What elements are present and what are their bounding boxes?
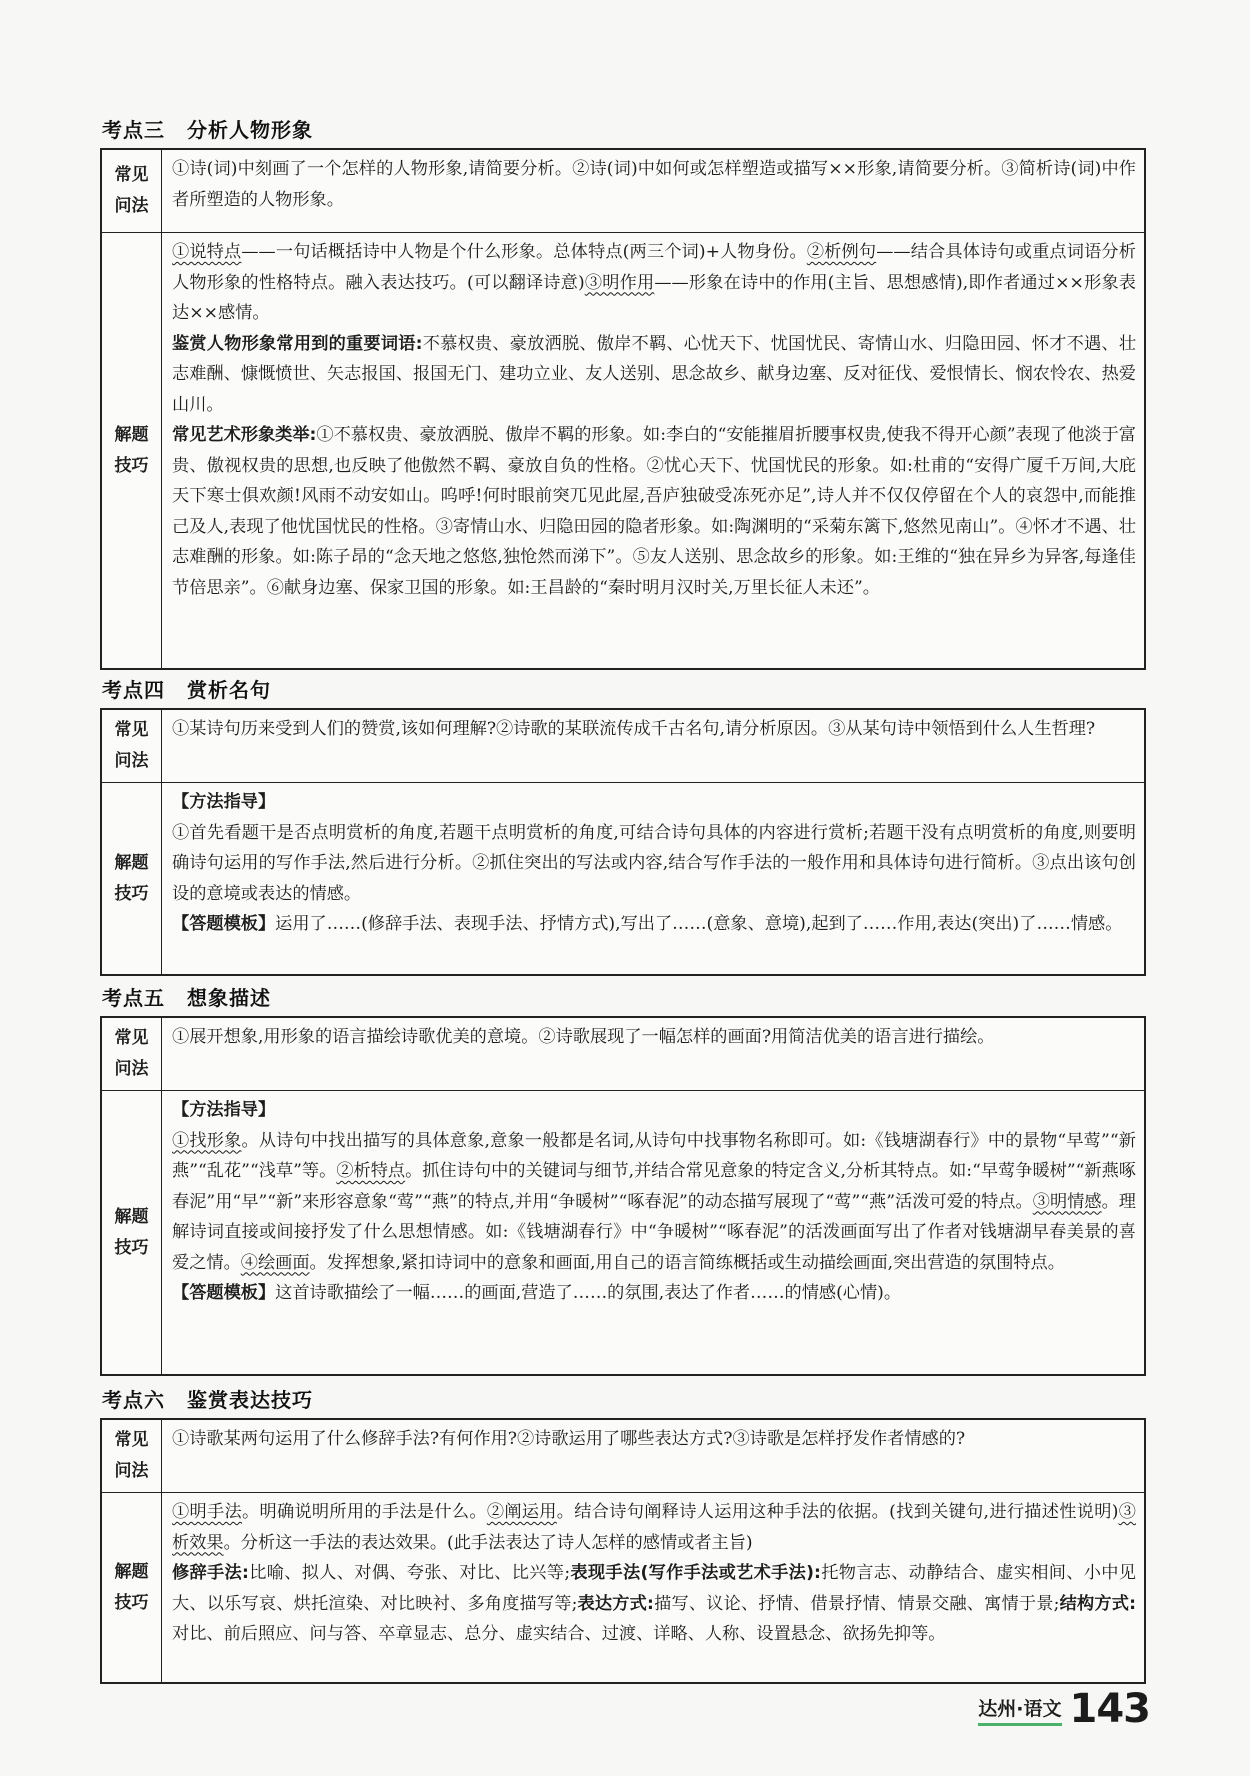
method-draw-picture: ④绘画面 — [240, 1252, 310, 1273]
section-5-title: 想象描述 — [187, 986, 271, 1010]
technique-categories: 修辞手法:比喻、拟人、对偶、夸张、对比、比兴等;表现手法(写作手法或艺术手法):托物言志、动静结合、虚实相间、小中见大、以乐写哀、烘托渲染、对比映衬、多角度描写等;表达方式:描写、议论、抒情、借景抒情、情景交融、寓情于景;结构方式:对比、前后照应、问与答、卒章显志、总分、虚实结合、过渡、详略、人称、设置悬念、欲扬先抑等。 — [172, 1563, 1137, 1644]
section-3-title: 分析人物形象 — [187, 118, 313, 142]
footer-region-subject: 达州·语文 — [978, 1694, 1061, 1726]
section-6-heading — [102, 1384, 313, 1413]
section-3-question-row — [102, 150, 1144, 232]
section-6-question-text: ①诗歌某两句运用了什么修辞手法?有何作用?②诗歌运用了哪些表达方式?③诗歌是怎样抒发作者情感的? — [172, 1429, 966, 1449]
template-text: 运用了……(修辞手法、表现手法、抒情方式),写出了……(意象、意境),起到了……作用,表达(突出)了……情感。 — [275, 914, 1123, 934]
section-4-question-row — [102, 710, 1144, 782]
examples-paragraph: 常见艺术形象类举:①不慕权贵、豪放洒脱、傲岸不羁的形象。如:李白的“安能摧眉折腰事权贵,使我不得开心颜”表现了他淡于富贵、傲视权贵的思想,也反映了他傲然不羁、豪放自负的性格。②忧心天下、忧国忧民的形象。如:杜甫的“安得广厦千万间,大庇天下寒士俱欢颜!风雨不动安如山。呜呼!何时眼前突兀见此屋,吾庐独破受冻死亦足”,诗人并不仅仅停留在个人的哀怨中,而能推己及人,表现了他忧国忧民的性格。③寄情山水、归隐田园的隐者形象。如:陶渊明的“采菊东篱下,悠然见南山”。④怀才不遇、壮志难酬的形象。如:陈子昂的“念天地之悠悠,独怆然而涕下”。⑤友人送别、思念故乡的形象。如:王维的“独在异乡为异客,每逢佳节倍思亲”。⑥献身边塞、保家卫国的形象。如:王昌龄的“秦时明月汉时关,万里长征人未还”。 — [172, 425, 1136, 598]
technique-label: 解题技巧 — [102, 1091, 162, 1374]
section-5-question-text: ①展开想象,用形象的语言描绘诗歌优美的意境。②诗歌展现了一幅怎样的画面?用简洁优美的语言进行描绘。 — [172, 1027, 995, 1047]
method-guide-heading: 【方法指导】 — [172, 792, 276, 812]
section-6-technique-row — [102, 1492, 1144, 1682]
section-3-heading — [102, 114, 313, 143]
method-clarify-emotion: ③明情感 — [1032, 1191, 1102, 1212]
technique-label: 解题技巧 — [102, 1493, 162, 1682]
method-state-function: ③明作用 — [584, 272, 655, 293]
section-3-table — [100, 148, 1146, 670]
section-6-title: 鉴赏表达技巧 — [187, 1388, 313, 1412]
method-guide-text: ①首先看题干是否点明赏析的角度,若题干点明赏析的角度,可结合诗句具体的内容进行赏析;若题干没有点明赏析的角度,则要明确诗句运用的写作手法,然后进行分析。②抓住突出的写法或内容,结合写作手法的一般作用和具体诗句进行简析。③点出该句创设的意境或表达的情感。 — [172, 822, 1136, 904]
section-5-question-row — [102, 1018, 1144, 1090]
section-6-table — [100, 1418, 1146, 1684]
technique-label: 解题技巧 — [102, 783, 162, 974]
section-6-question-row — [102, 1420, 1144, 1492]
section-4-question-text: ①某诗句历来受到人们的赞赏,该如何理解?②诗歌的某联流传成千古名句,请分析原因。③从某句诗中领悟到什么人生哲理? — [172, 719, 1096, 739]
section-4-heading — [102, 674, 271, 703]
method-explain-use: ②阐运用 — [486, 1502, 557, 1522]
template-text: 这首诗歌描绘了一幅……的画面,营造了……的氛围,表达了作者……的情感(心情)。 — [275, 1283, 902, 1303]
method-analyze-example: ②析例句 — [806, 242, 877, 262]
method-state-technique: ①明手法 — [172, 1502, 242, 1522]
question-label: 常见问法 — [102, 150, 162, 232]
key-words-paragraph: 鉴赏人物形象常用到的重要词语:不慕权贵、豪放洒脱、傲岸不羁、心忧天下、忧国忧民、寄情山水、归隐田园、怀才不遇、壮志难酬、慷慨愤世、矢志报国、报国无门、建功立业、友人送别、思念故乡、献身边塞、反对征伐、爱恨情长、悯农怜农、热爱山川。 — [172, 333, 1137, 415]
method-analyze-feature: ②析特点 — [336, 1161, 406, 1181]
question-label: 常见问法 — [102, 710, 162, 782]
section-6-number: 考点六 — [102, 1388, 165, 1412]
page-number: 143 — [1069, 1686, 1150, 1732]
section-4-table — [100, 708, 1146, 976]
section-5-heading — [102, 982, 271, 1011]
template-heading: 【答题模板】 — [172, 914, 276, 934]
section-5-number: 考点五 — [102, 986, 165, 1010]
method-analyze-effect: ③析效果 — [172, 1502, 1136, 1553]
method-say-feature: ①说特点 — [172, 242, 242, 262]
question-label: 常见问法 — [102, 1018, 162, 1090]
section-4-title: 赏析名句 — [187, 678, 271, 702]
section-4-technique-text — [162, 783, 1144, 974]
section-5-table — [100, 1016, 1146, 1376]
section-5-technique-text: 【方法指导】 ①找形象。从诗句中找出描写的具体意象,意象一般都是名词,从诗句中找事物名称即可。如:《钱塘湖春行》中的景物“早莺”“新燕”“乱花”“浅草”等。②析特点。抓住诗句中的关键词与细节,并结合常见意象的特定含义,分析其特点。如:“早莺争暖树”“新燕啄春泥”用“早”“新”来形容意象“莺”“燕”的特点,并用“争暖树”“啄春泥”的动态描写展现了“莺”“燕”活泼可爱的特点。③明情感。理解诗词直接或间接抒发了什么思想情感。如:《钱塘湖春行》中“争暖树”“啄春泥”的活泼画面写出了作者对钱塘湖早春美景的喜爱之情。④绘画面。发挥想象,紧扣诗词中的意象和画面,用自己的语言简练概括或生动描绘画面,突出营造的氛围特点。 【答题模板】这首诗歌描绘了一幅……的画面,营造了……的氛围,表达了作者……的情感(心情)。 — [162, 1091, 1144, 1374]
template-heading: 【答题模板】 — [172, 1283, 276, 1303]
section-6-technique-text: ①明手法。明确说明所用的手法是什么。②阐运用。结合诗句阐释诗人运用这种手法的依据。(找到关键句,进行描述性说明)③析效果。分析这一手法的表达效果。(此手法表达了诗人怎样的感情或者主旨) 修辞手法:比喻、拟人、对偶、夸张、对比、比兴等;表现手法(写作手法或艺术手法):托物言志、动静结合、虚实相间、小中见大、以乐写哀、烘托渲染、对比映衬、多角度描写等;表达方式:描写、议论、抒情、借景抒情、情景交融、寓情于景;结构方式:对比、前后照应、问与答、卒章显志、总分、虚实结合、过渡、详略、人称、设置悬念、欲扬先抑等。 — [162, 1493, 1144, 1682]
page-footer — [978, 1686, 1150, 1732]
section-3-technique-row — [102, 232, 1144, 668]
technique-label: 解题技巧 — [102, 233, 162, 668]
section-4-technique-row — [102, 782, 1144, 974]
question-label: 常见问法 — [102, 1420, 162, 1492]
section-3-technique-text: ①说特点——一句话概括诗中人物是个什么形象。总体特点(两三个词)+人物身份。②析例句——结合具体诗句或重点词语分析人物形象的性格特点。融入表达技巧。(可以翻译诗意)③明作用——形象在诗中的作用(主旨、思想感情),即作者通过××形象表达××感情。 鉴赏人物形象常用到的重要词语:不慕权贵、豪放洒脱、傲岸不羁、心忧天下、忧国忧民、寄情山水、归隐田园、怀才不遇、壮志难酬、慷慨愤世、矢志报国、报国无门、建功立业、友人送别、思念故乡、献身边塞、反对征伐、爱恨情长、悯农怜农、热爱山川。 常见艺术形象类举:①不慕权贵、豪放洒脱、傲岸不羁的形象。如:李白的“安能摧眉折腰事权贵,使我不得开心颜”表现了他淡于富贵、傲视权贵的思想,也反映了他傲然不羁、豪放自负的性格。②忧心天下、忧国忧民的形象。如:杜甫的“安得广厦千万间,大庇天下寒士俱欢颜!风雨不动安如山。呜呼!何时眼前突兀见此屋,吾庐独破受冻死亦足”,诗人并不仅仅停留在个人的哀怨中,而能推己及人,表现了他忧国忧民的性格。③寄情山水、归隐田园的隐者形象。如:陶渊明的“采菊东篱下,悠然见南山”。④怀才不遇、壮志难酬的形象。如:陈子昂的“念天地之悠悠,独怆然而涕下”。⑤友人送别、思念故乡的形象。如:王维的“独在异乡为异客,每逢佳节倍思亲”。⑥献身边塞、保家卫国的形象。如:王昌龄的“秦时明月汉时关,万里长征人未还”。 — [162, 233, 1144, 668]
section-5-technique-row — [102, 1090, 1144, 1374]
method-find-image: ①找形象 — [172, 1130, 242, 1151]
method-guide-heading: 【方法指导】 — [172, 1100, 276, 1120]
section-3-number: 考点三 — [102, 118, 165, 142]
section-4-number: 考点四 — [102, 678, 165, 702]
section-3-question-text: ①诗(词)中刻画了一个怎样的人物形象,请简要分析。②诗(词)中如何或怎样塑造或描写××形象,请简要分析。③简析诗(词)中作者所塑造的人物形象。 — [172, 159, 1136, 210]
